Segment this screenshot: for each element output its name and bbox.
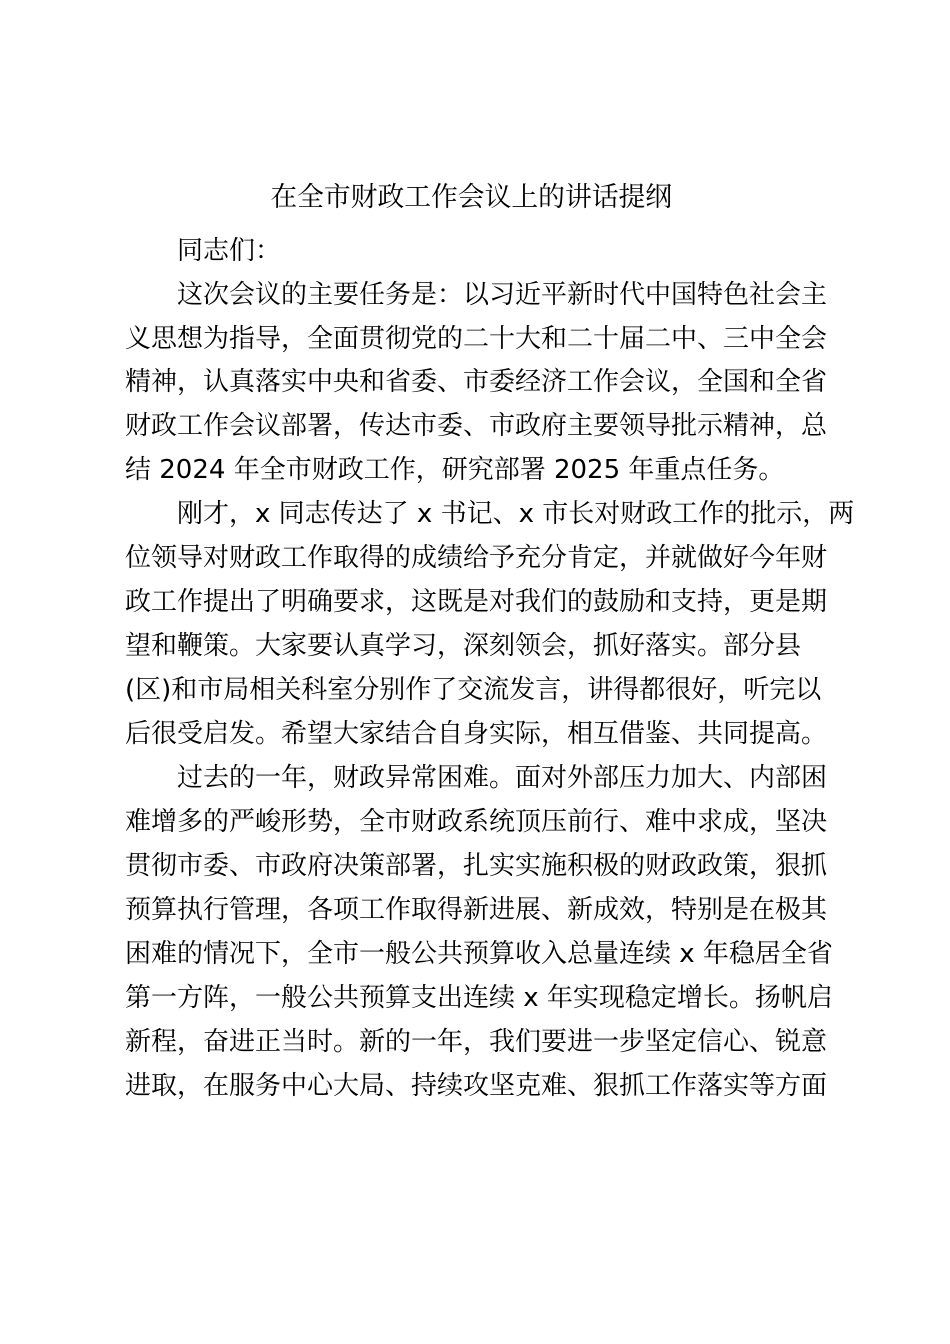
paragraph-line: 困难的情况下，全市一般公共预算收入总量连续 x 年稳居全省 bbox=[125, 939, 833, 969]
paragraph-line: 财政工作会议部署，传达市委、市政府主要领导批示精神，总 bbox=[125, 411, 828, 441]
paragraph-line: 预算执行管理，各项工作取得新进展、新成效，特别是在极其 bbox=[125, 895, 828, 925]
paragraph-line: 这次会议的主要任务是：以习近平新时代中国特色社会主 bbox=[177, 280, 828, 310]
paragraph-line: 政工作提出了明确要求，这既是对我们的鼓励和支持，更是期 bbox=[125, 587, 828, 617]
paragraph-line: 位领导对财政工作取得的成绩给予充分肯定，并就做好今年财 bbox=[125, 543, 828, 573]
paragraph-line: 结 2024 年全市财政工作，研究部署 2025 年重点任务。 bbox=[125, 455, 785, 485]
paragraph-line: 过去的一年，财政异常困难。面对外部压力加大、内部困 bbox=[177, 763, 828, 793]
paragraph-line: 进取，在服务中心大局、持续攻坚克难、狠抓工作落实等方面 bbox=[125, 1071, 828, 1101]
paragraph-line: (区)和市局相关科室分别作了交流发言，讲得都很好，听完以 bbox=[125, 675, 822, 705]
salutation: 同志们： bbox=[177, 236, 282, 266]
paragraph-line: 义思想为指导，全面贯彻党的二十大和二十届二中、三中全会 bbox=[125, 324, 828, 354]
paragraph-line: 刚才，x 同志传达了 x 书记、x 市长对财政工作的批示，两 bbox=[177, 499, 855, 529]
paragraph-line: 新程，奋进正当时。新的一年，我们要进一步坚定信心、锐意 bbox=[125, 1027, 828, 1057]
paragraph-line: 第一方阵，一般公共预算支出连续 x 年实现稳定增长。扬帆启 bbox=[125, 983, 833, 1013]
paragraph-line: 精神，认真落实中央和省委、市委经济工作会议，全国和全省 bbox=[125, 367, 828, 397]
paragraph-line: 后很受启发。希望大家结合自身实际，相互借鉴、共同提高。 bbox=[125, 719, 828, 749]
paragraph-line: 贯彻市委、市政府决策部署，扎实实施积极的财政政策，狠抓 bbox=[125, 851, 828, 881]
document-title: 在全市财政工作会议上的讲话提纲 bbox=[270, 182, 673, 213]
paragraph-line: 难增多的严峻形势，全市财政系统顶压前行、难中求成，坚决 bbox=[125, 807, 828, 837]
paragraph-line: 望和鞭策。大家要认真学习，深刻领会，抓好落实。部分县 bbox=[125, 631, 802, 661]
